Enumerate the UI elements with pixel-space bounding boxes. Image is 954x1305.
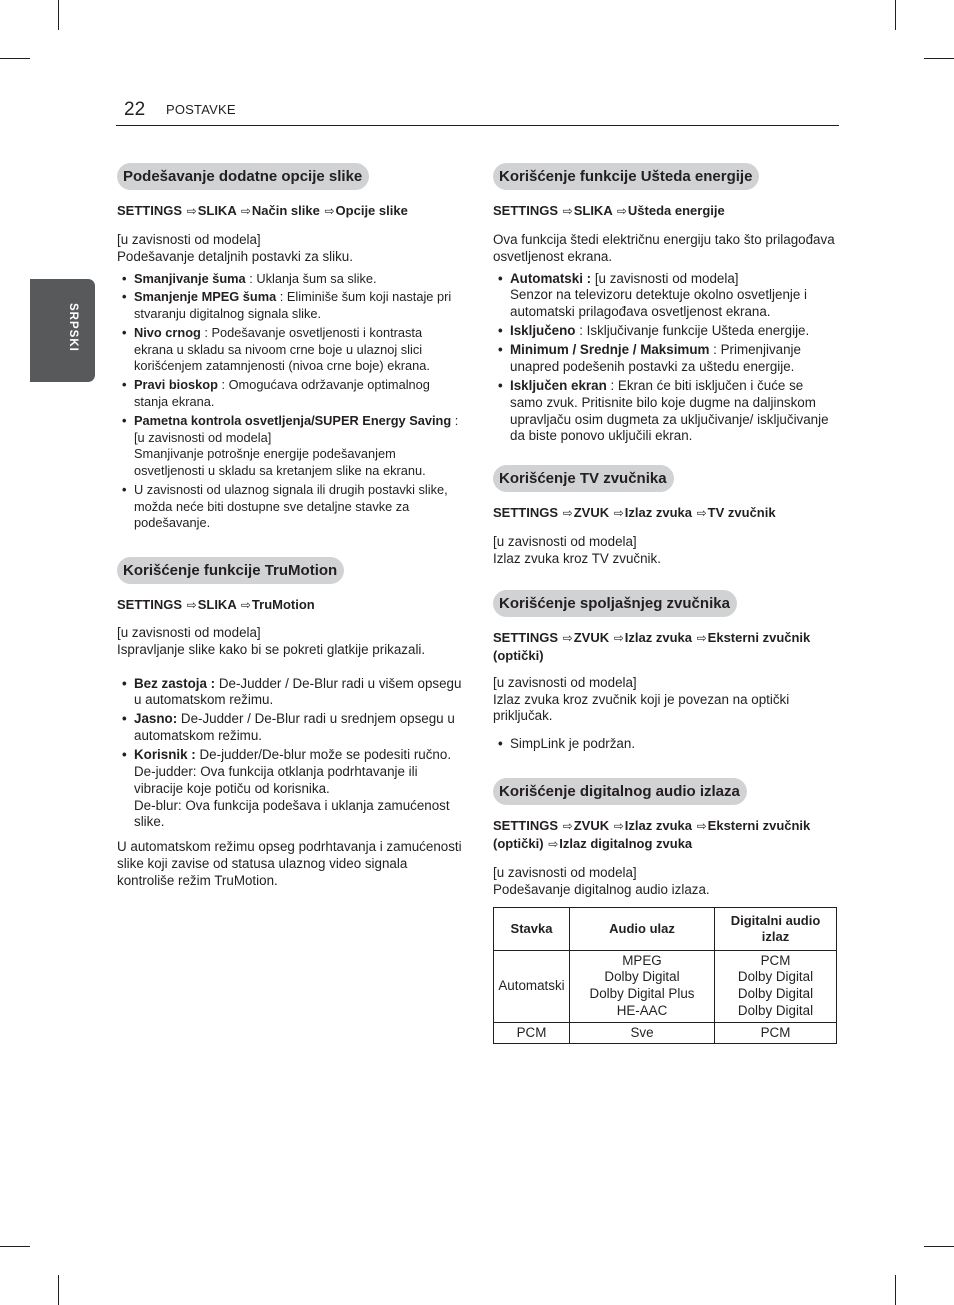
table-header-row	[494, 907, 837, 950]
list-item: • Smanjivanje šuma : Uklanja šum sa slike.	[117, 271, 462, 288]
arrow-right-icon: ⇨	[562, 506, 573, 521]
audio-output-table	[493, 907, 837, 1045]
option-list	[117, 676, 462, 832]
description: Ispravljanje slike kako bi se pokreti glatkije prikazali.	[117, 641, 426, 657]
crop-mark	[895, 1275, 896, 1305]
note-model: [u zavisnosti od modela]	[117, 625, 261, 641]
list-item: • SimpLink je podržan.	[493, 736, 839, 753]
menu-path: SETTINGS ⇨SLIKA ⇨Ušteda energije	[493, 203, 725, 218]
option-list	[117, 271, 462, 532]
table-cell: MPEG Dolby Digital Dolby Digital Plus HE-AAC	[570, 950, 715, 1022]
crop-mark	[0, 1246, 30, 1247]
section-heading: Korišćenje funkcije Ušteda energije	[493, 163, 759, 190]
arrow-right-icon: ⇨	[562, 630, 573, 645]
crop-mark	[0, 58, 30, 59]
table-header: Digitalni audio izlaz	[715, 907, 837, 950]
header-divider	[116, 125, 839, 126]
section-heading: Korišćenje TV zvučnika	[493, 465, 674, 492]
menu-path: SETTINGS ⇨ZVUK ⇨Izlaz zvuka ⇨Eksterni zvučnik (optički) ⇨Izlaz digitalnog zvuka	[493, 817, 811, 851]
arrow-right-icon: ⇨	[240, 598, 251, 613]
list-item: • Jasno: De-Judder / De-Blur radi u srednjem opsegu u automatskom režimu.	[117, 711, 462, 745]
arrow-right-icon: ⇨	[616, 204, 627, 218]
crop-mark	[924, 1246, 954, 1247]
right-column	[493, 163, 839, 1044]
list-item: • Korisnik : De-judder/De-blur može se podesiti ručno. De-judder: Ova funkcija otklanja podrhtavanje ili vibracije koje potiču od korisnika. De-blur: Ova funkcija podešava i uklanja zamućenost slike.	[117, 747, 462, 831]
table-row	[494, 950, 837, 1022]
list-item: • U zavisnosti od ulaznog signala ili drugih postavki slike, možda neće biti dostupne sve detaljne stavke za podešavanje.	[117, 482, 462, 532]
arrow-right-icon: ⇨	[696, 506, 707, 521]
description: U automatskom režimu opseg podrhtavanja i zamućenosti slike koji zavise od statusa ulaznog video signala kontroliše režim TruMotion.	[117, 839, 462, 888]
crop-mark	[58, 1275, 59, 1305]
crop-mark	[924, 58, 954, 59]
crop-mark	[895, 0, 896, 30]
description: Izlaz zvuka kroz TV zvučnik.	[493, 550, 661, 566]
note-model: [u zavisnosti od modela]	[117, 232, 261, 247]
table-cell: PCM	[715, 1022, 837, 1044]
note-model: [u zavisnosti od modela]	[493, 674, 637, 690]
list-item: • Nivo crnog : Podešavanje osvetljenosti i kontrasta ekrana u skladu sa nivoom crne boje u ulaznoj slici korišćenjem zatamnjenosti (nivoa crne boje) ekrana.	[117, 325, 462, 375]
arrow-right-icon: ⇨	[562, 204, 573, 218]
list-item: • Bez zastoja : De-Judder / De-Blur radi u višem opsegu u automatskom režimu.	[117, 676, 462, 710]
menu-path: SETTINGS ⇨SLIKA ⇨TruMotion	[117, 597, 315, 613]
menu-path: SETTINGS ⇨SLIKA ⇨Način slike ⇨Opcije slike	[117, 203, 408, 218]
language-side-tab	[30, 279, 95, 382]
list-item: • Automatski : [u zavisnosti od modela] Senzor na televizoru detektuje okolno osvetljenje i automatski prilagođava osvetljenost ekrana.	[493, 271, 839, 321]
option-list	[493, 271, 839, 446]
description: Ova funkcija štedi električnu energiju tako što prilagođava osvetljenost ekrana.	[493, 232, 835, 264]
crop-mark	[58, 0, 59, 30]
arrow-right-icon: ⇨	[562, 818, 573, 833]
section-heading: Podešavanje dodatne opcije slike	[117, 163, 369, 190]
table-header: Audio ulaz	[570, 907, 715, 950]
arrow-right-icon: ⇨	[613, 818, 624, 833]
list-item: • Pravi bioskop : Omogućava održavanje optimalnog stanja ekrana.	[117, 377, 462, 410]
section-heading: Korišćenje spoljašnjeg zvučnika	[493, 590, 737, 617]
description: Izlaz zvuka kroz zvučnik koji je povezan na optički priključak.	[493, 691, 790, 724]
arrow-right-icon: ⇨	[324, 204, 335, 218]
table-row	[494, 1022, 837, 1044]
note-model: [u zavisnosti od modela]	[493, 864, 637, 880]
list-item: • Pametna kontrola osvetljenja/SUPER Energy Saving : [u zavisnosti od modela] Smanjivanje potrošnje energije podešavanjem osvetljenosti u skladu sa kretanjem slike na ekranu.	[117, 413, 462, 480]
table-header: Stavka	[494, 907, 570, 950]
menu-path: SETTINGS ⇨ZVUK ⇨Izlaz zvuka ⇨TV zvučnik	[493, 505, 776, 521]
option-list	[493, 736, 839, 753]
arrow-right-icon: ⇨	[613, 630, 624, 645]
list-item: • Smanjenje MPEG šuma : Eliminiše šum koji nastaje pri stvaranju digitalnog signala slike.	[117, 289, 462, 322]
table-cell: Sve	[570, 1022, 715, 1044]
section-heading: Korišćenje digitalnog audio izlaza	[493, 778, 747, 805]
arrow-right-icon: ⇨	[186, 598, 197, 613]
note-model: [u zavisnosti od modela]	[493, 534, 637, 550]
list-item: • Isključeno : Isključivanje funkcije Ušteda energije.	[493, 323, 839, 340]
table-cell: PCM Dolby Digital Dolby Digital Dolby Digital	[715, 950, 837, 1022]
list-item: • Isključen ekran : Ekran će biti isključen i čuće se samo zvuk. Pritisnite bilo koje dugme na daljinskom upravljaču osim dugmeta za uključivanje/ isključivanje da biste ponovo uključili ekran.	[493, 378, 839, 445]
description: Podešavanje digitalnog audio izlaza.	[493, 881, 710, 897]
list-item: • Minimum / Srednje / Maksimum : Primenjivanje unapred podešenih postavki za uštedu energije.	[493, 342, 839, 376]
menu-path: SETTINGS ⇨ZVUK ⇨Izlaz zvuka ⇨Eksterni zvučnik (optički)	[493, 629, 811, 663]
arrow-right-icon: ⇨	[186, 204, 197, 218]
section-heading: Korišćenje funkcije TruMotion	[117, 557, 344, 584]
table-cell: PCM	[494, 1022, 570, 1044]
description: Podešavanje detaljnih postavki za sliku.	[117, 248, 353, 264]
arrow-right-icon: ⇨	[240, 204, 251, 218]
arrow-right-icon: ⇨	[696, 818, 707, 833]
arrow-right-icon: ⇨	[548, 836, 559, 851]
arrow-right-icon: ⇨	[613, 506, 624, 521]
table-cell: Automatski	[494, 950, 570, 1022]
page-number: 22	[124, 99, 146, 120]
arrow-right-icon: ⇨	[696, 630, 707, 645]
left-column	[117, 163, 462, 890]
section-title: POSTAVKE	[166, 102, 236, 117]
language-label: SRPSKI	[67, 303, 79, 352]
